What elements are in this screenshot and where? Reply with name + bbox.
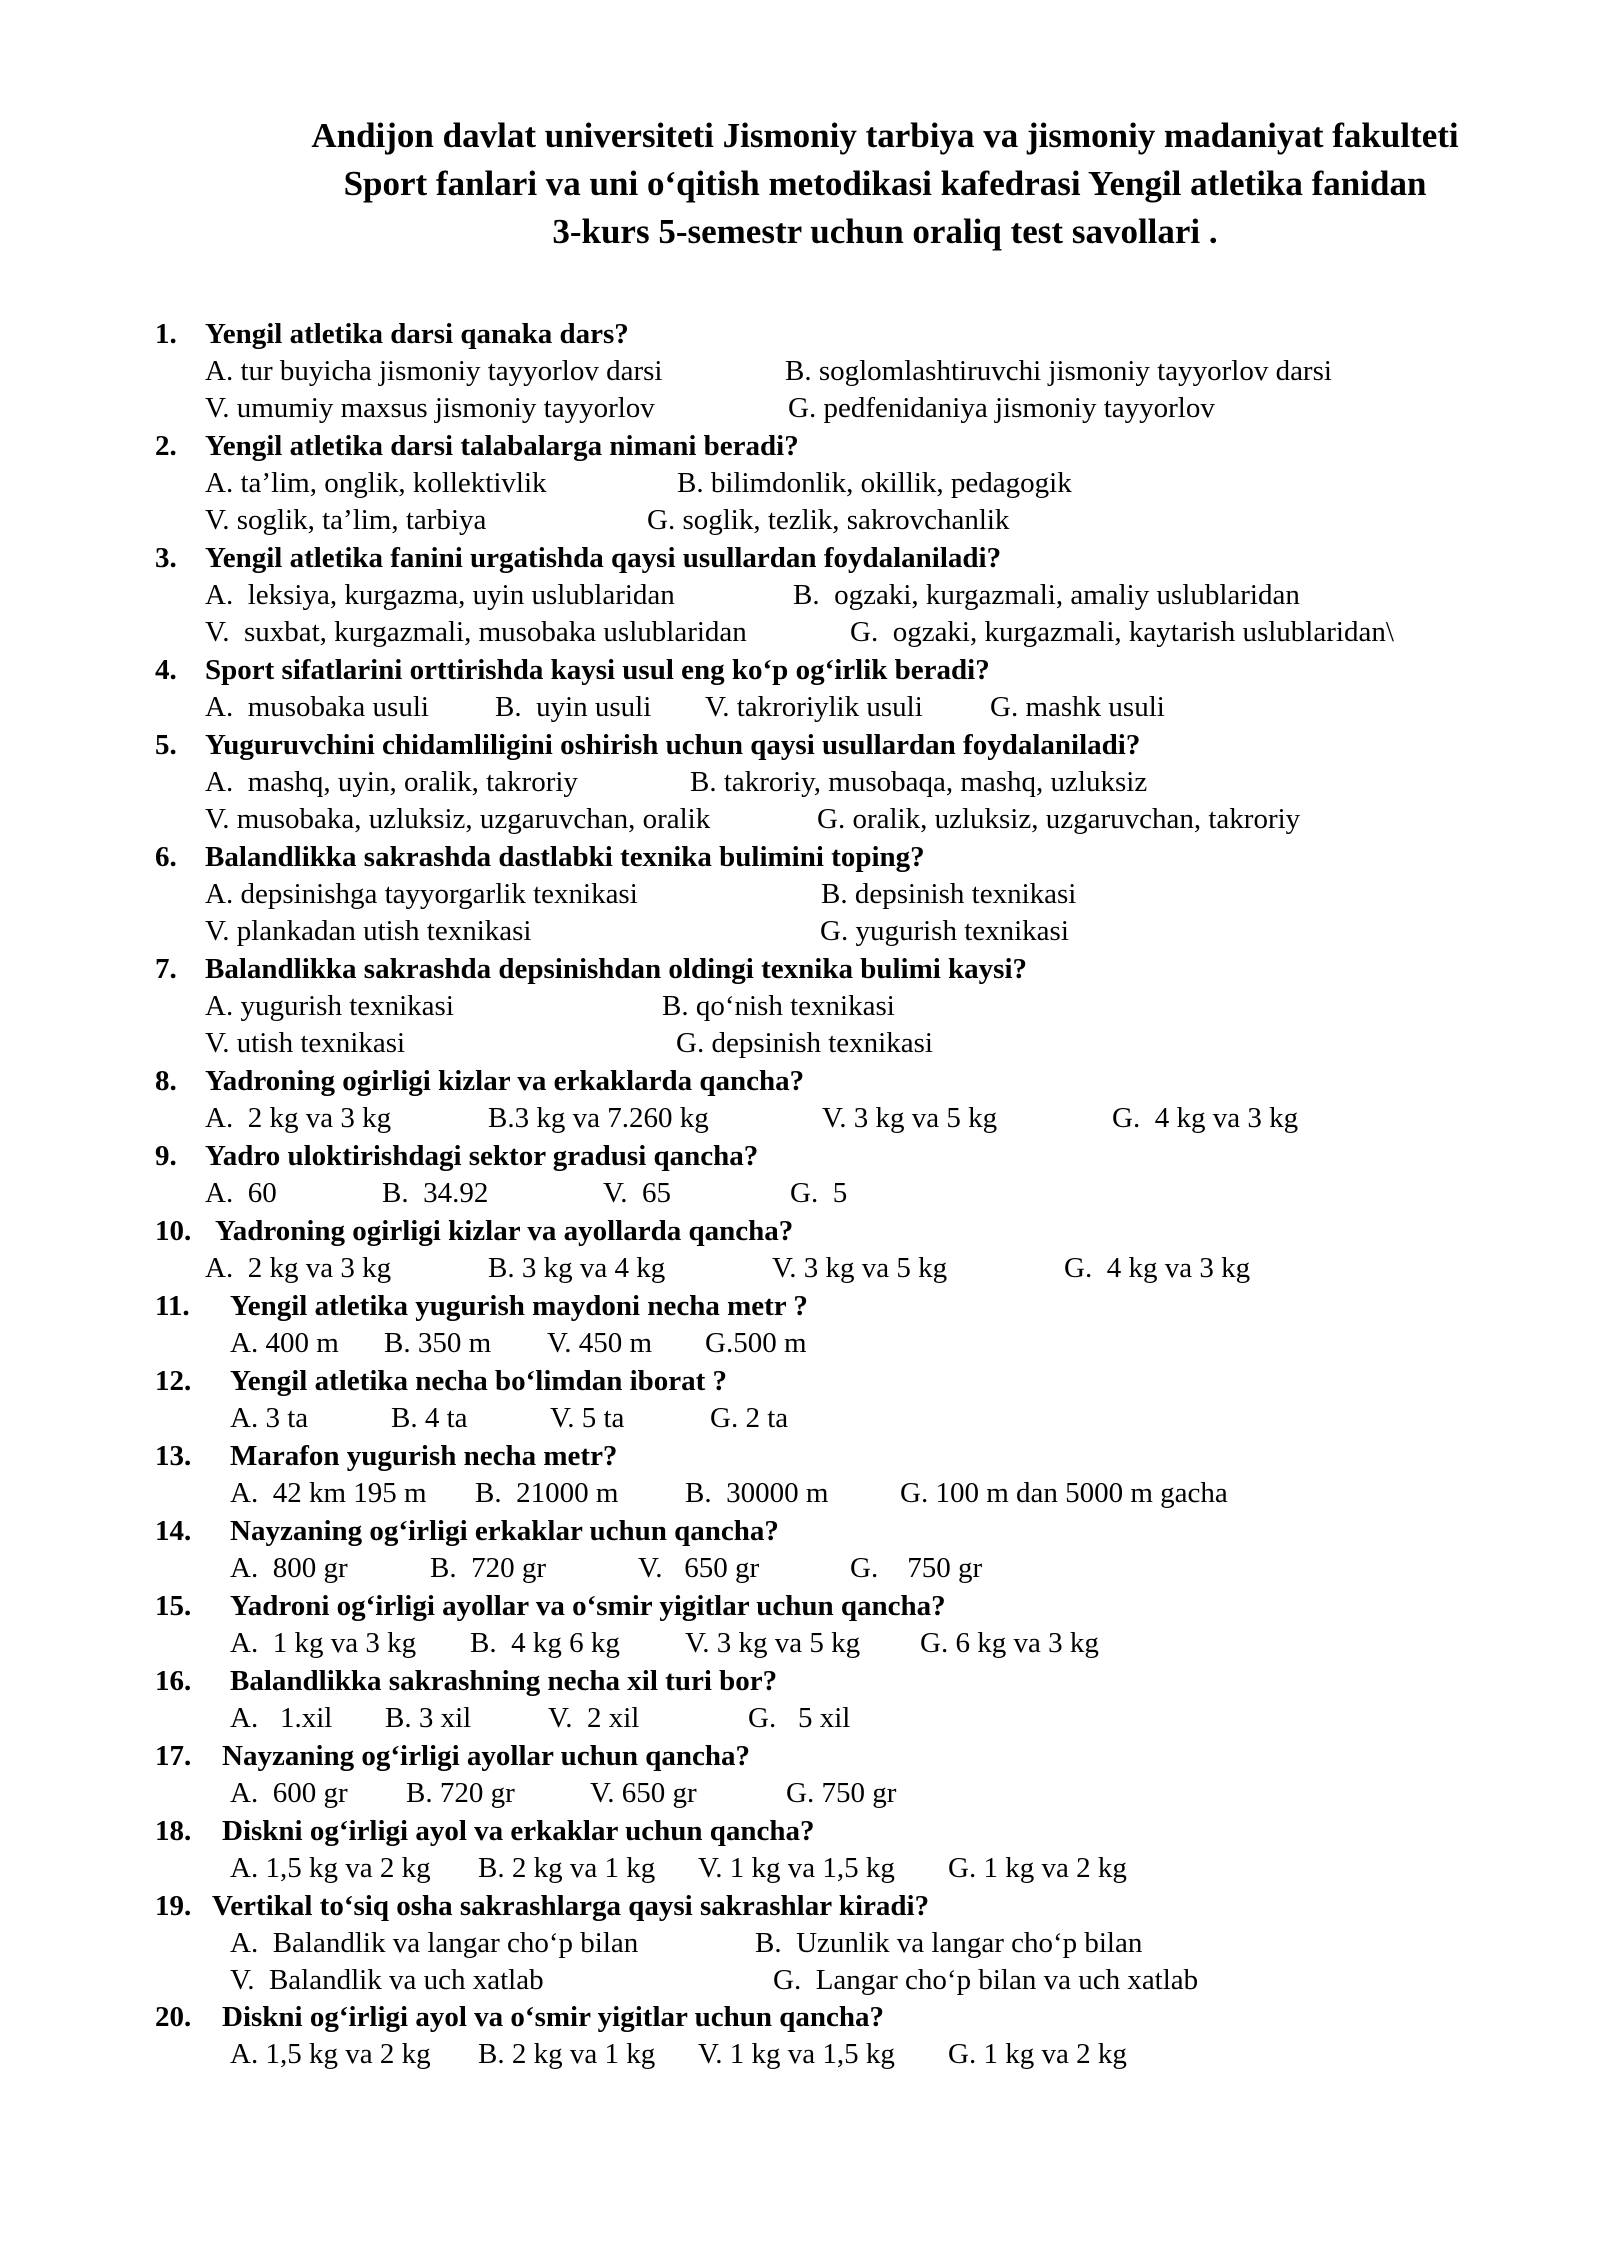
answer-option: A. 2 kg va 3 kg [205,1252,392,1284]
answer-option: A. 1,5 kg va 2 kg [230,1852,431,1884]
question-text: Yadroning ogirligi kizlar va ayollarda qancha? [215,1215,794,1247]
answer-option: B. 2 kg va 1 kg [478,2038,656,2070]
answer-option: G. 5 [790,1177,848,1209]
answer-options-row [230,1625,1555,1662]
question-number: 2. [155,430,177,462]
question-line [155,839,1555,876]
question-13 [155,1438,1555,1512]
question-number: 15. [155,1590,192,1622]
answer-option: V. suxbat, kurgazmali, musobaka uslublaridan [205,616,747,648]
question-line [155,951,1555,988]
answer-option: G. oralik, uzluksiz, uzgaruvchan, takroriy [817,803,1301,835]
question-line [155,316,1555,353]
answer-option: B. 34.92 [382,1177,489,1209]
question-text: Sport sifatlarini orttirishda kaysi usul eng ko‘p og‘irlik beradi? [205,654,990,686]
question-text: Marafon yugurish necha metr? [230,1440,618,1472]
question-number: 16. [155,1665,192,1697]
question-text: Diskni og‘irligi ayol va o‘smir yigitlar uchun qancha? [222,2001,884,2033]
question-number: 11. [155,1290,190,1322]
answer-option: A. 400 m [230,1327,339,1359]
answer-options-row [205,689,1555,726]
answer-option: G.500 m [705,1327,807,1359]
header-university: Andijon davlat universiteti Jismoniy tarbiya va jismoniy madaniyat fakulteti [311,116,1459,155]
answer-option: G. depsinish texnikasi [676,1027,933,1059]
answer-option: V. musobaka, uzluksiz, uzgaruvchan, oralik [205,803,711,835]
answer-option: A. tur buyicha jismoniy tayyorlov darsi [205,355,663,387]
question-9 [155,1138,1555,1212]
question-number: 14. [155,1515,192,1547]
question-text: Yengil atletika darsi talabalarga nimani beradi? [205,430,799,462]
question-line [155,1288,1555,1325]
answer-option: B. 350 m [384,1327,492,1359]
answer-option: B. 4 kg 6 kg [470,1627,620,1659]
question-text: Yengil atletika fanini urgatishda qaysi usullardan foydalaniladi? [205,542,1002,574]
answer-option: B. 720 gr [430,1552,546,1584]
answer-option: V. 3 kg va 5 kg [685,1627,861,1659]
answer-option: A. mashq, uyin, oralik, takroriy [205,766,578,798]
answer-option: B. 720 gr [406,1777,515,1809]
answer-option: A. 42 km 195 m [230,1477,427,1509]
answer-option: G. 100 m dan 5000 m gacha [900,1477,1228,1509]
answer-option: G. 2 ta [710,1402,789,1434]
answer-option: B. qo‘nish texnikasi [662,990,895,1022]
answer-options-row [230,1550,1555,1587]
question-5 [155,727,1555,838]
question-text: Yengil atletika necha bo‘limdan iborat ? [230,1365,728,1397]
answer-option: B. soglomlashtiruvchi jismoniy tayyorlov darsi [785,355,1332,387]
answer-option: B. bilimdonlik, okillik, pedagogik [677,467,1072,499]
answer-option: G. mashk usuli [990,691,1165,723]
answer-option: V. 3 kg va 5 kg [822,1102,998,1134]
answer-option: G. 5 xil [748,1702,851,1734]
question-12 [155,1363,1555,1437]
question-7 [155,951,1555,1062]
answer-options-row [205,913,1555,950]
answer-options-row [205,502,1555,539]
answer-option: V. 1 kg va 1,5 kg [698,2038,895,2070]
answer-option: V. 65 [603,1177,671,1209]
question-number: 4. [155,654,177,686]
question-text: Diskni og‘irligi ayol va erkaklar uchun qancha? [222,1815,815,1847]
document-header [240,112,1530,256]
answer-options-row [230,1400,1555,1437]
question-line [155,1213,1555,1250]
answer-option: V. 5 ta [550,1402,625,1434]
answer-option: A. 2 kg va 3 kg [205,1102,392,1134]
answer-option: V. 650 gr [590,1777,697,1809]
answer-option: G. ogzaki, kurgazmali, kaytarish uslublaridan\ [850,616,1394,648]
answer-option: G. pedfenidaniya jismoniy tayyorlov [788,392,1215,424]
answer-option: G. yugurish texnikasi [820,915,1069,947]
answer-option: A. depsinishga tayyorgarlik texnikasi [205,878,638,910]
answer-options-row [205,390,1555,427]
answer-option: B. 4 ta [391,1402,468,1434]
answer-option: A. 3 ta [230,1402,309,1434]
question-17 [155,1738,1555,1812]
answer-option: G. 4 kg va 3 kg [1064,1252,1251,1284]
question-20 [155,1999,1555,2073]
answer-option: G. 750 gr [850,1552,983,1584]
question-line [155,1363,1555,1400]
answer-option: B. 3 kg va 4 kg [488,1252,666,1284]
answer-options-row [230,1700,1555,1737]
question-number: 17. [155,1740,192,1772]
answer-option: B. Uzunlik va langar cho‘p bilan [755,1927,1143,1959]
answer-options-row [205,764,1555,801]
answer-options-row [230,1325,1555,1362]
answer-option: A. 1.xil [230,1702,333,1734]
answer-option: B. 30000 m [685,1477,829,1509]
answer-option: A. ta’lim, onglik, kollektivlik [205,467,547,499]
question-19 [155,1888,1555,1999]
question-text: Balandlikka sakrashning necha xil turi bor? [230,1665,778,1697]
answer-option: A. 1,5 kg va 2 kg [230,2038,431,2070]
answer-option: V. Balandlik va uch xatlab [230,1964,544,1996]
question-text: Balandlikka sakrashda dastlabki texnika bulimini toping? [205,841,925,873]
answer-option: G. soglik, tezlik, sakrovchanlik [647,504,1010,536]
answer-option: A. 1 kg va 3 kg [230,1627,417,1659]
header-test-title: 3-kurs 5-semestr uchun oraliq test savollari . [552,212,1218,251]
question-line [155,1063,1555,1100]
answer-option: G. 1 kg va 2 kg [948,1852,1127,1884]
answer-option: B.3 kg va 7.260 kg [488,1102,709,1134]
question-number: 1. [155,318,177,350]
answer-option: V. 3 kg va 5 kg [772,1252,948,1284]
question-text: Nayzaning og‘irligi erkaklar uchun qancha? [230,1515,779,1547]
question-15 [155,1588,1555,1662]
question-number: 19. [155,1890,192,1922]
answer-option: V. 1 kg va 1,5 kg [698,1852,895,1884]
question-3 [155,540,1555,651]
answer-option: B. 2 kg va 1 kg [478,1852,656,1884]
answer-option: V. soglik, ta’lim, tarbiya [205,504,487,536]
question-11 [155,1288,1555,1362]
question-2 [155,428,1555,539]
answer-options-row [205,614,1555,651]
answer-option: V. utish texnikasi [205,1027,406,1059]
question-text: Yadroni og‘irligi ayollar va o‘smir yigitlar uchun qancha? [230,1590,946,1622]
question-number: 13. [155,1440,192,1472]
question-1 [155,316,1555,427]
question-number: 10. [155,1215,192,1247]
question-number: 18. [155,1815,192,1847]
answer-options-row [230,1850,1555,1887]
answer-option: A. leksiya, kurgazma, uyin uslublaridan [205,579,675,611]
answer-options-row [230,1925,1555,1962]
answer-option: V. umumiy maxsus jismoniy tayyorlov [205,392,655,424]
question-4 [155,652,1555,726]
answer-options-row [205,465,1555,502]
question-number: 5. [155,729,177,761]
answer-option: B. 3 xil [385,1702,472,1734]
answer-option: V. plankadan utish texnikasi [205,915,532,947]
answer-option: V. takroriylik usuli [705,691,923,723]
question-line [155,727,1555,764]
answer-option: B. 21000 m [475,1477,619,1509]
answer-option: B. depsinish texnikasi [821,878,1077,910]
question-line [155,1738,1555,1775]
question-text: Nayzaning og‘irligi ayollar uchun qancha? [222,1740,750,1772]
answer-option: A. 60 [205,1177,277,1209]
answer-options-row [205,1175,1555,1212]
answer-options-row [230,1775,1555,1812]
answer-options-row [205,1100,1555,1137]
answer-option: V. 2 xil [548,1702,640,1734]
answer-options-row [230,2036,1555,2073]
question-line [155,1588,1555,1625]
answer-option: A. musobaka usuli [205,691,429,723]
question-number: 9. [155,1140,177,1172]
answer-option: A. yugurish texnikasi [205,990,454,1022]
question-line [155,1813,1555,1850]
question-line [155,1663,1555,1700]
question-text: Vertikal to‘siq osha sakrashlarga qaysi sakrashlar kiradi? [212,1890,930,1922]
header-department: Sport fanlari va uni o‘qitish metodikasi kafedrasi Yengil atletika fanidan [343,164,1427,203]
question-line [155,1438,1555,1475]
answer-option: G. 750 gr [786,1777,897,1809]
answer-option: A. Balandlik va langar cho‘p bilan [230,1927,639,1959]
question-line [155,1138,1555,1175]
answer-options-row [205,801,1555,838]
answer-options-row [230,1475,1555,1512]
question-line [155,652,1555,689]
answer-option: B. uyin usuli [495,691,652,723]
answer-option: V. 450 m [547,1327,653,1359]
question-number: 20. [155,2001,192,2033]
question-10 [155,1213,1555,1287]
answer-options-row [205,1025,1555,1062]
question-line [155,1888,1555,1925]
answer-option: B. takroriy, musobaqa, mashq, uzluksiz [690,766,1148,798]
question-text: Yengil atletika darsi qanaka dars? [205,318,629,350]
answer-option: G. 4 kg va 3 kg [1112,1102,1299,1134]
question-6 [155,839,1555,950]
answer-option: V. 650 gr [638,1552,760,1584]
question-line [155,428,1555,465]
question-14 [155,1513,1555,1587]
question-number: 3. [155,542,177,574]
answer-option: G. 6 kg va 3 kg [920,1627,1099,1659]
question-line [155,1999,1555,2036]
question-number: 12. [155,1365,192,1397]
question-text: Yuguruvchini chidamliligini oshirish uchun qaysi usullardan foydalaniladi? [205,729,1141,761]
answer-options-row [205,353,1555,390]
answer-options-row [205,988,1555,1025]
question-text: Yadroning ogirligi kizlar va erkaklarda qancha? [205,1065,805,1097]
question-18 [155,1813,1555,1887]
answer-options-row [205,1250,1555,1287]
question-text: Yadro uloktirishdagi sektor gradusi qancha? [205,1140,759,1172]
question-text: Balandlikka sakrashda depsinishdan oldingi texnika bulimi kaysi? [205,953,1028,985]
question-8 [155,1063,1555,1137]
answer-option: A. 800 gr [230,1552,348,1584]
question-text: Yengil atletika yugurish maydoni necha metr ? [230,1290,808,1322]
answer-option: G. Langar cho‘p bilan va uch xatlab [773,1964,1199,1996]
answer-options-row [205,876,1555,913]
answer-options-row [230,1962,1555,1999]
question-line [155,1513,1555,1550]
question-line [155,540,1555,577]
answer-option: G. 1 kg va 2 kg [948,2038,1127,2070]
question-number: 7. [155,953,177,985]
answer-options-row [205,577,1555,614]
answer-option: A. 600 gr [230,1777,348,1809]
question-16 [155,1663,1555,1737]
question-number: 6. [155,841,177,873]
answer-option: B. ogzaki, kurgazmali, amaliy uslublaridan [793,579,1300,611]
question-number: 8. [155,1065,177,1097]
